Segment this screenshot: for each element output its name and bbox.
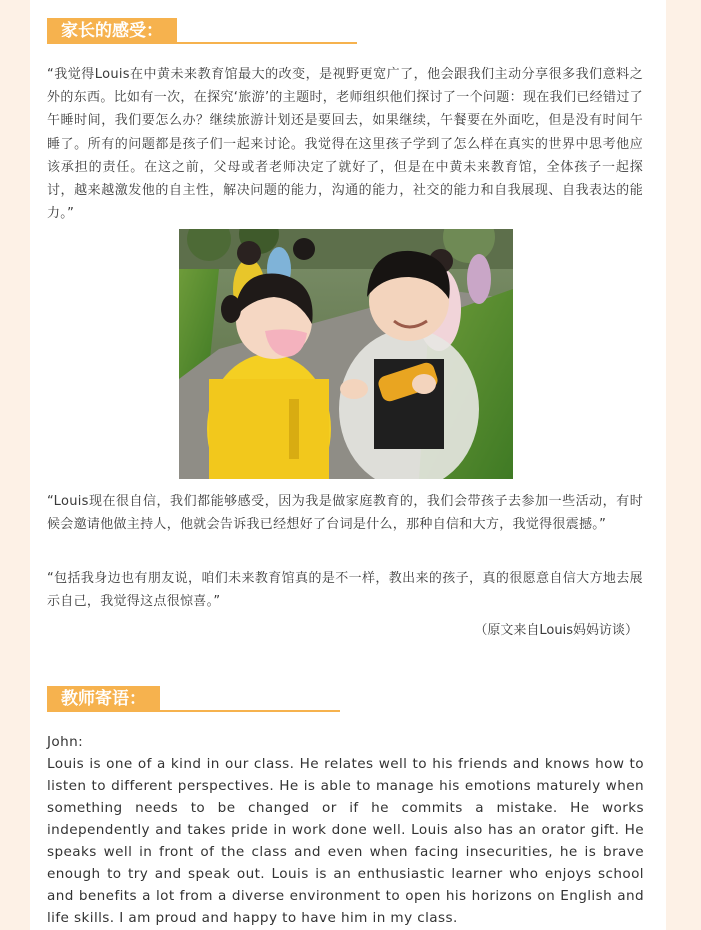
teacher-message [47,731,644,929]
teacher-message-text: Louis is one of a kind in our class. He relates well to his friends and knows how to listen to different perspectives. He is able to manage his emotions maturely when something needs to be changed or if he commits a mistake. He works independently and takes pride in work done well. Louis also has an orator gift. He speaks well in front of the class and even when facing insecurities, he is brave enough to try and speak out. Louis is an enthusiastic learner who enjoys school and benefits a lot from a diverse environment to open his horizons on English and life skills. I am proud and happy to have him in my class. [47,756,644,926]
parent-quote-2: “Louis现在很自信，我们都能够感受，因为我是做家庭教育的，我们会带孩子去参加一些活动，有时候会邀请他做主持人，他就会告诉我已经想好了台词是什么，那种自信和大方，我觉得很震撼。” [47,494,643,533]
teacher-section-header [47,686,340,712]
teacher-section-tag: 教师寄语： [47,686,160,712]
article-page [30,0,666,930]
section-divider [160,710,340,712]
parent-section-header [47,18,357,44]
teacher-name: John: [47,734,84,750]
parent-section-tag: 家长的感受： [47,18,177,44]
children-photo [179,229,513,479]
source-note: （原文来自Louis妈妈访谈） [474,623,638,638]
parent-quote-3: “包括我身边也有朋友说，咱们未来教育馆真的是不一样，教出来的孩子，真的很愿意自信大方地去展示自己，我觉得这点很惊喜。” [47,571,643,610]
section-divider [177,42,357,44]
parent-quote-1: “我觉得Louis在中黄未来教育馆最大的改变，是视野更宽广了，他会跟我们主动分享很多我们意料之外的东西。比如有一次，在探究‘旅游’的主题时，老师组织他们探讨了一个问题：现在我们已经错过了午睡时间，我们要怎么办？继续旅游计划还是要回去，如果继续，午餐要在外面吃，但是没有时间午睡了。所有的问题都是孩子们一起来讨论。我觉得在这里孩子学到了怎么样在真实的世界中思考他应该承担的责任。在这之前，父母或者老师决定了就好了，但是在中黄未来教育馆，全体孩子一起探讨，越来越激发他的自主性，解决问题的能力，沟通的能力，社交的能力和自我展现、自我表达的能力。” [47,67,643,222]
